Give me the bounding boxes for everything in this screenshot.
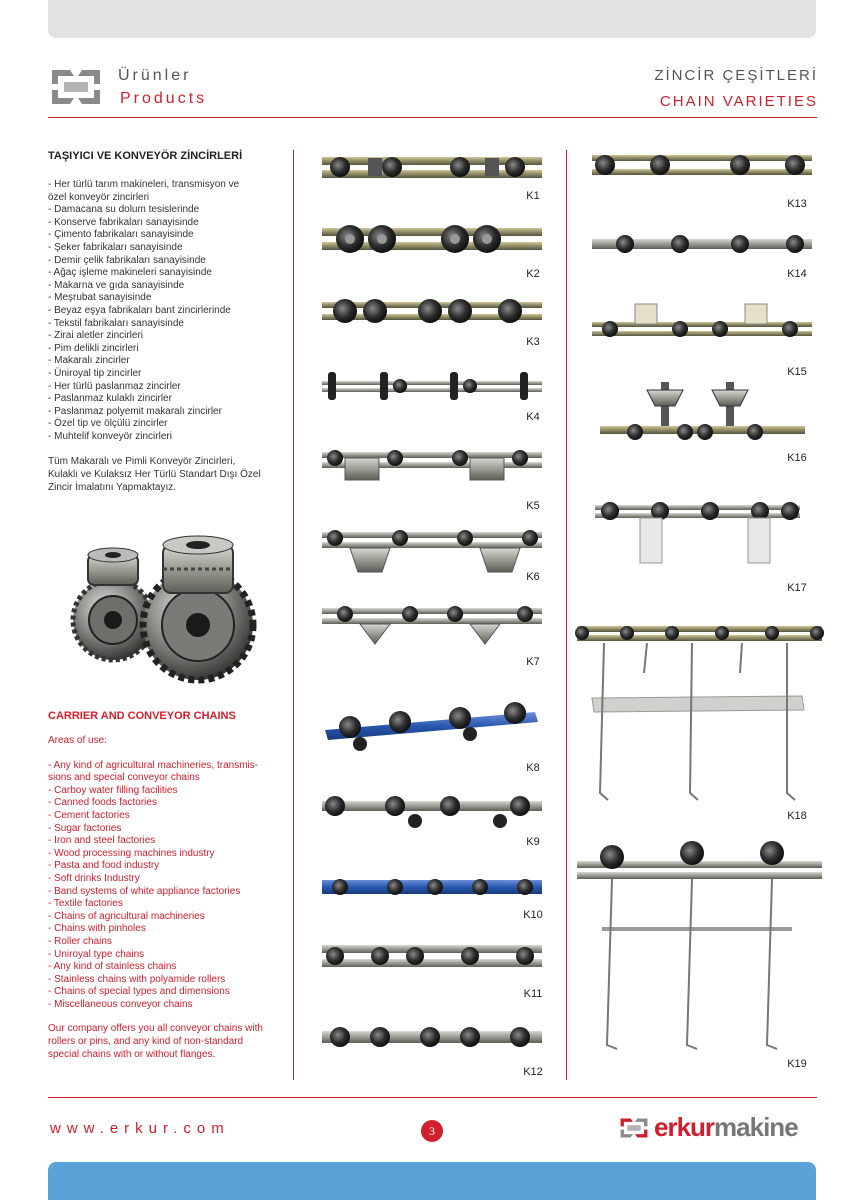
chain-k12-label: K12 bbox=[523, 1066, 543, 1078]
list-item: - Her türlü tarım makineleri, transmisyon ve bbox=[48, 179, 240, 190]
column-divider-right bbox=[566, 150, 567, 1080]
chain-k15-image bbox=[590, 300, 815, 350]
chain-k8-label: K8 bbox=[526, 762, 540, 774]
brand-wordmark bbox=[654, 1112, 798, 1143]
list-item: - Ağaç işleme makineleri sanayisinde bbox=[48, 267, 212, 279]
chain-k14-label: K14 bbox=[787, 268, 807, 280]
list-item: - Paslanmaz kulaklı zincirler bbox=[48, 393, 172, 405]
turkish-section bbox=[48, 150, 288, 494]
list-item: - Canned foods factories bbox=[48, 797, 157, 809]
list-item: - Stainless chains with polyamide rollers bbox=[48, 973, 226, 985]
turkish-list bbox=[48, 179, 288, 443]
brand-erkur: erkur bbox=[654, 1112, 715, 1142]
chain-k17-label: K17 bbox=[787, 582, 807, 594]
list-item: - Özel tip ve ölçülü zincirler bbox=[48, 418, 168, 430]
list-item: - Zirai aletler zincirleri bbox=[48, 330, 144, 342]
english-subtitle: Areas of use: bbox=[48, 735, 107, 746]
list-item: - Pim delikli zincirleri bbox=[48, 342, 139, 354]
list-item: - Konserve fabrikaları sanayisinde bbox=[48, 216, 199, 228]
list-item: - Makarna ve gıda sanayisinde bbox=[48, 279, 185, 291]
top-bar bbox=[48, 0, 816, 38]
chain-k14-image bbox=[590, 225, 815, 265]
chain-k9-label: K9 bbox=[526, 836, 540, 848]
list-item: - Iron and steel factories bbox=[48, 835, 156, 847]
chain-k17-image bbox=[590, 485, 805, 580]
chain-k19-label: K19 bbox=[787, 1058, 807, 1070]
chain-k18-image bbox=[572, 618, 827, 808]
english-list bbox=[48, 760, 288, 1012]
chain-k12-image bbox=[320, 1015, 545, 1061]
chain-k10-label: K10 bbox=[523, 909, 543, 921]
chain-k18-label: K18 bbox=[787, 810, 807, 822]
list-item: - Muhtelif konveyör zincirleri bbox=[48, 430, 172, 442]
chain-k11-label: K11 bbox=[523, 988, 543, 1000]
list-item: - Any kind of stainless chains bbox=[48, 961, 177, 973]
chain-k4-image bbox=[320, 368, 545, 404]
chain-k6-label: K6 bbox=[526, 571, 540, 583]
list-item: - Chains of agricultural machineries bbox=[48, 910, 205, 922]
list-item: - Carboy water filling facilities bbox=[48, 784, 178, 796]
chain-k4-label: K4 bbox=[526, 411, 540, 423]
list-item: - Demir çelik fabrikaları sanayisinde bbox=[48, 254, 206, 266]
page-number: 3 bbox=[421, 1120, 443, 1142]
chain-k2-image bbox=[320, 216, 545, 262]
chain-k13-image bbox=[590, 145, 815, 187]
list-item: - Miscellaneous conveyor chains bbox=[48, 998, 193, 1010]
column-divider-left bbox=[293, 150, 294, 1080]
brand-logo-icon bbox=[616, 1114, 652, 1142]
list-item: - Damacana su dolum tesislerinde bbox=[48, 204, 200, 216]
header-title-en: Products bbox=[120, 90, 208, 107]
list-item: - Any kind of agricultural machineries, transmis- bbox=[48, 759, 259, 771]
chain-k1-image bbox=[320, 148, 545, 188]
turkish-note: Tüm Makaralı ve Pimli Konveyör Zincirleri, Kulaklı ve Kulaksız Her Türlü Standart Dışı Özel Zincir İmalatını Yapmaktayız. bbox=[48, 456, 261, 493]
list-item: - Tekstil fabrikaları sanayisinde bbox=[48, 317, 184, 329]
chain-k2-label: K2 bbox=[526, 268, 540, 280]
english-section bbox=[48, 710, 288, 1061]
list-item: - Her türlü paslanmaz zincirler bbox=[48, 380, 181, 392]
chain-k13-label: K13 bbox=[787, 198, 807, 210]
chain-k7-image bbox=[320, 598, 545, 648]
header-divider bbox=[48, 117, 817, 118]
chain-k8-image bbox=[320, 692, 545, 758]
list-item: - Şeker fabrikaları sanayisinde bbox=[48, 241, 183, 253]
list-item: - Pasta and food industry bbox=[48, 860, 160, 872]
list-item: - Beyaz eşya fabrikaları bant zincirlerinde bbox=[48, 304, 231, 316]
list-item: - Meşrubat sanayisinde bbox=[48, 292, 152, 304]
chain-k16-image bbox=[595, 372, 810, 450]
list-item: - Sugar factories bbox=[48, 822, 122, 834]
brand-makine: makine bbox=[714, 1112, 798, 1142]
header-section-en: CHAIN VARIETIES bbox=[659, 93, 818, 110]
list-item: - Üniroyal tip zincirler bbox=[48, 367, 142, 379]
list-item: - Paslanmaz polyemit makaralı zincirler bbox=[48, 405, 222, 417]
list-item: - Textile factories bbox=[48, 898, 123, 910]
bottom-bar bbox=[48, 1162, 816, 1200]
list-item: - Soft drinks Industry bbox=[48, 872, 140, 884]
list-item: - Uniroyal type chains bbox=[48, 948, 145, 960]
list-item: - Chains of special types and dimensions bbox=[48, 986, 230, 998]
chain-k3-label: K3 bbox=[526, 336, 540, 348]
english-note: Our company offers you all conveyor chains with rollers or pins, and any kind of non-standard special chains with or without flanges. bbox=[48, 1023, 263, 1060]
erkur-logo-icon bbox=[48, 62, 104, 112]
header-section-tr: ZİNCİR ÇEŞİTLERİ bbox=[654, 67, 818, 84]
website-link[interactable]: www.erkur.com bbox=[50, 1120, 230, 1137]
chain-k15-label: K15 bbox=[787, 366, 807, 378]
header-title-tr: Ürünler bbox=[118, 67, 192, 84]
list-item: - Çimento fabrikaları sanayisinde bbox=[48, 229, 194, 241]
chain-k6-image bbox=[320, 520, 545, 580]
chain-k9-image bbox=[320, 785, 545, 831]
english-title: CARRIER AND CONVEYOR CHAINS bbox=[48, 710, 236, 722]
chain-k10-image bbox=[320, 868, 545, 908]
list-item: - Roller chains bbox=[48, 935, 112, 947]
chain-k11-image bbox=[320, 935, 545, 979]
chain-k1-label: K1 bbox=[526, 190, 540, 202]
chain-k19-image bbox=[572, 835, 827, 1055]
list-item: sions and special conveyor chains bbox=[48, 772, 200, 784]
erkur-makine-logo bbox=[616, 1110, 816, 1144]
footer-divider bbox=[48, 1097, 817, 1098]
list-item: - Makaralı zincirler bbox=[48, 355, 130, 367]
sprocket-gears-photo bbox=[58, 525, 258, 685]
list-item: - Chains with pinholes bbox=[48, 923, 146, 935]
chain-k3-image bbox=[320, 290, 545, 332]
list-item: özel konveyör zincirleri bbox=[48, 191, 150, 203]
turkish-title: TAŞIYICI VE KONVEYÖR ZİNCİRLERİ bbox=[48, 150, 243, 162]
list-item: - Wood processing machines industry bbox=[48, 847, 215, 859]
list-item: - Band systems of white appliance factories bbox=[48, 885, 241, 897]
chain-k16-label: K16 bbox=[787, 452, 807, 464]
list-item: - Cement factories bbox=[48, 809, 130, 821]
chain-k5-label: K5 bbox=[526, 500, 540, 512]
chain-k7-label: K7 bbox=[526, 656, 540, 668]
chain-k5-image bbox=[320, 440, 545, 490]
